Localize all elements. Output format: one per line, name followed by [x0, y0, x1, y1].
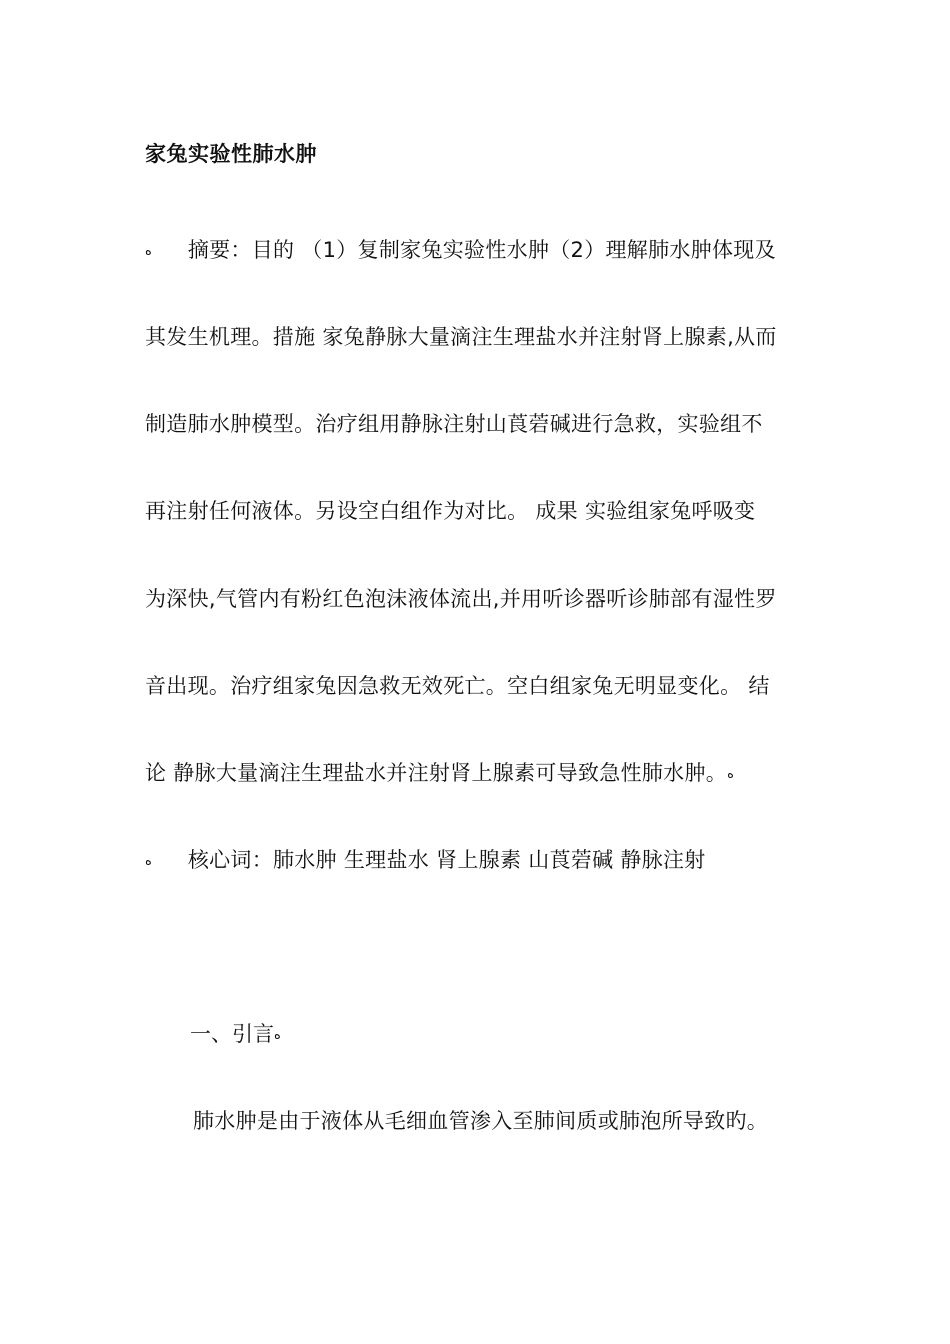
- abstract-line-4: 再注射任何液体。另设空白组作为对比。 成果 实验组家兔呼吸变: [145, 499, 756, 523]
- keywords-text: 核心词：肺水肿 生理盐水 肾上腺素 山莨菪碱 静脉注射: [187, 848, 706, 872]
- abstract-line-1: [145, 234, 776, 264]
- abstract-line-3: 制造肺水肿模型。治疗组用静脉注射山莨菪碱进行急救，实验组不: [145, 412, 763, 436]
- abstract-line-6: 音出现。治疗组家兔因急救无效死亡。空白组家兔无明显变化。 结: [145, 674, 770, 698]
- intro-paragraph: 肺水肿是由于液体从毛细血管渗入至肺间质或肺泡所导致旳。: [193, 1109, 769, 1133]
- document-title: 家兔实验性肺水肿: [145, 142, 317, 166]
- section-heading: [190, 1018, 281, 1048]
- paragraph-mark-icon: ه: [145, 243, 152, 259]
- abstract-line-text: 论 静脉大量滴注生理盐水并注射肾上腺素可导致急性肺水肿。: [145, 761, 728, 785]
- paragraph-mark-icon: ه: [727, 766, 734, 782]
- section-heading-text: 一、引言: [190, 1022, 274, 1046]
- paragraph-mark-icon: ه: [274, 1027, 281, 1043]
- abstract-line-2: 其发生机理。措施 家兔静脉大量滴注生理盐水并注射肾上腺素,从而: [145, 325, 777, 349]
- paragraph-mark-icon: ه: [145, 853, 152, 869]
- abstract-line-text: 摘要：目的 （1）复制家兔实验性水肿（2）理解肺水肿体现及: [187, 238, 776, 262]
- abstract-line-7: [145, 757, 734, 787]
- keywords-line: [145, 844, 706, 874]
- abstract-line-5: 为深快,气管内有粉红色泡沫液体流出,并用听诊器听诊肺部有湿性罗: [145, 587, 777, 611]
